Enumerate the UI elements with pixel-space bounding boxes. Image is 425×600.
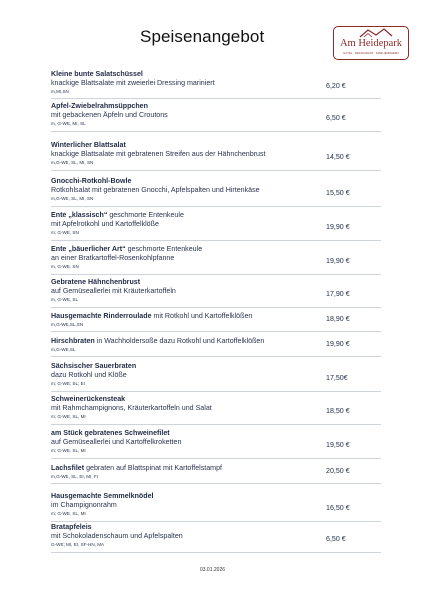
menu-item-heading xyxy=(51,429,381,438)
menu-item-allergens: G-WE; MI, EI, SF-HN, MA xyxy=(51,542,105,547)
menu-item-divider xyxy=(51,98,381,99)
menu-item xyxy=(51,492,381,517)
menu-item-description: mit gebackenen Äpfeln und Croutons xyxy=(51,111,168,119)
menu-item-price: 14,50 € xyxy=(326,153,350,161)
menu-item xyxy=(51,337,381,353)
menu-item-name: Schweinerückensteak xyxy=(51,395,126,403)
page-title: Speisenangebot xyxy=(140,27,265,46)
menu-item xyxy=(51,464,381,480)
menu-item-allergens: m,G-WE,SL xyxy=(51,347,76,352)
menu-item-divider xyxy=(51,458,381,459)
menu-item xyxy=(51,362,381,387)
menu-item-name: am Stück gebratenes Schweinefilet xyxy=(51,429,170,437)
menu-item-name-detail: mit Rotkohl und Kartoffelklößen xyxy=(151,312,253,320)
menu-item-price: 6,20 € xyxy=(326,82,346,90)
menu-item xyxy=(51,523,381,548)
menu-item-divider xyxy=(51,521,381,522)
menu-item-allergens: m, G-WE, MI, SL xyxy=(51,121,86,126)
menu-item-description: dazu Rotkohl und Klöße xyxy=(51,371,127,379)
menu-item-name: Bratapfeleis xyxy=(51,523,92,531)
menu-item-price: 6,50 € xyxy=(326,535,346,543)
menu-item-price: 18,50 € xyxy=(326,407,350,415)
menu-item-heading xyxy=(51,492,381,501)
menu-item xyxy=(51,141,381,166)
menu-item-description: mit Apfelrotkohl und Kartoffelklöße xyxy=(51,220,159,228)
menu-item-divider xyxy=(51,483,381,484)
restaurant-logo xyxy=(333,26,409,60)
menu-item xyxy=(51,395,381,420)
logo-tagline: HOTEL · RESTAURANT · FAMILIENFEIERN xyxy=(343,52,399,55)
menu-item-name: Hausgemachte Semmelknödel xyxy=(51,492,154,500)
menu-item-price: 18,90 € xyxy=(326,315,350,323)
menu-item-allergens: m; G-WE, SL, MI xyxy=(51,414,86,419)
menu-item-name: Hausgemachte Rinderroulade xyxy=(51,312,152,320)
menu-item-divider xyxy=(51,391,381,392)
menu-item-description: auf Gemüseallerlei und Kartoffelkroketten xyxy=(51,438,182,446)
menu-item-price: 19,90 € xyxy=(326,223,350,231)
menu-item xyxy=(51,245,381,270)
logo-name: Am Heidepark xyxy=(339,38,403,49)
menu-item-allergens: m,MI,SN xyxy=(51,89,69,94)
menu-item-name: Sächsischer Sauerbraten xyxy=(51,362,137,370)
menu-item-heading xyxy=(51,523,381,532)
menu-item xyxy=(51,278,381,303)
menu-item xyxy=(51,312,381,328)
menu-item xyxy=(51,429,381,454)
menu-item-price: 19,90 € xyxy=(326,340,350,348)
menu-item-price: 19,50 € xyxy=(326,441,350,449)
menu-item-divider xyxy=(51,331,381,332)
menu-item-price: 16,50 € xyxy=(326,504,350,512)
menu-item-name-detail: in Wachholdersoße dazu Rotkohl und Kartoffelklößen xyxy=(94,337,265,345)
menu-item-divider xyxy=(51,170,381,171)
menu-item-name-detail: geschmorte Entenkeule xyxy=(125,245,203,253)
menu-item-name: Ente „klassisch“ xyxy=(51,211,108,219)
menu-item-name-detail: gebraten auf Blattspinat mit Kartoffelstampf xyxy=(84,464,223,472)
menu-item-heading xyxy=(51,141,381,150)
menu-item-name: Kleine bunte Salatschüssel xyxy=(51,70,143,78)
menu-item-allergens: m; G-WE; SL; EI xyxy=(51,381,85,386)
menu-item-name: Gnocchi-Rotkohl-Bowle xyxy=(51,177,132,185)
menu-item-divider xyxy=(51,424,381,425)
menu-item-description: Rotkohlsalat mit gebratenen Gnocchi, Apfelspalten und Hirtenkäse xyxy=(51,186,260,194)
menu-item-divider xyxy=(51,307,381,308)
menu-item-price: 17,90 € xyxy=(326,290,350,298)
menu-item-divider xyxy=(51,206,381,207)
menu-item-allergens: m,G-WE, SL, MI, SN xyxy=(51,196,94,201)
menu-item-allergens: m, G-WE, SN xyxy=(51,264,79,269)
menu-item-divider xyxy=(51,274,381,275)
menu-item-heading xyxy=(51,395,381,404)
menu-item-price: 20,50 € xyxy=(326,467,350,475)
menu-item xyxy=(51,70,381,95)
menu-item-allergens: m, G-WE, SL xyxy=(51,297,79,302)
menu-item-description: auf Gemüseallerlei mit Kräuterkartoffeln xyxy=(51,287,176,295)
menu-item-price: 6,50 € xyxy=(326,114,346,122)
menu-item-name: Apfel-Zwiebelrahmsüppchen xyxy=(51,102,148,110)
menu-item-description: knackige Blattsalate mit zweierlei Dressing mariniert xyxy=(51,79,215,87)
menu-item-allergens: m,G-WE,SL,SN xyxy=(51,322,84,327)
menu-item-heading xyxy=(51,211,381,220)
menu-item-allergens: m; G-WE, SN xyxy=(51,230,79,235)
menu-item-divider xyxy=(51,131,381,132)
menu-item-price: 19,90 € xyxy=(326,257,350,265)
menu-item-name: Winterlicher Blattsalat xyxy=(51,141,126,149)
menu-item-name: Lachsfilet xyxy=(51,464,85,472)
menu-item-description: knackige Blattsalate mit gebratenen Streifen aus der Hähnchenbrust xyxy=(51,150,266,158)
menu-item-divider xyxy=(51,240,381,241)
menu-item xyxy=(51,177,381,202)
menu-item-description: mit Rahmchampignons, Kräuterkartoffeln und Salat xyxy=(51,404,212,412)
menu-item-description: im Champignonrahm xyxy=(51,501,117,509)
menu-item-heading xyxy=(51,245,381,254)
menu-item-description: mit Schokoladenschaum und Apfelspalten xyxy=(51,532,183,540)
menu-item-price: 17,50€ xyxy=(326,374,348,382)
menu-item-name-detail: geschmorte Entenkeule xyxy=(107,211,184,219)
menu-item-name: Gebratene Hähnchenbrust xyxy=(51,278,141,286)
menu-item-heading xyxy=(51,102,381,111)
menu-item-description: an einer Bratkartoffel-Rosenkohlpfanne xyxy=(51,254,175,262)
menu-item-allergens: m,G-WE, SL, EI, MI, FI xyxy=(51,474,98,479)
menu-item-allergens: m,G-WE, SL, MI, SN xyxy=(51,160,94,165)
menu-item-heading xyxy=(51,278,381,287)
menu-item-heading xyxy=(51,362,381,371)
menu-item-name: Ente „bäuerlicher Art“ xyxy=(51,245,126,253)
menu-item-name: Hirschbraten xyxy=(51,337,95,345)
menu-item-divider xyxy=(51,356,381,357)
footer-date: 03.01.2026 xyxy=(199,567,226,573)
menu-item-divider xyxy=(51,552,381,553)
menu-item-heading xyxy=(51,177,381,186)
menu-item-heading xyxy=(51,70,381,79)
menu-item xyxy=(51,211,381,236)
menu-item-price: 15,50 € xyxy=(326,189,350,197)
menu-item-allergens: m; G-WE, SL, MI xyxy=(51,511,86,516)
menu-item-allergens: m; G-WE, SL, MI xyxy=(51,448,86,453)
menu-item xyxy=(51,102,381,127)
